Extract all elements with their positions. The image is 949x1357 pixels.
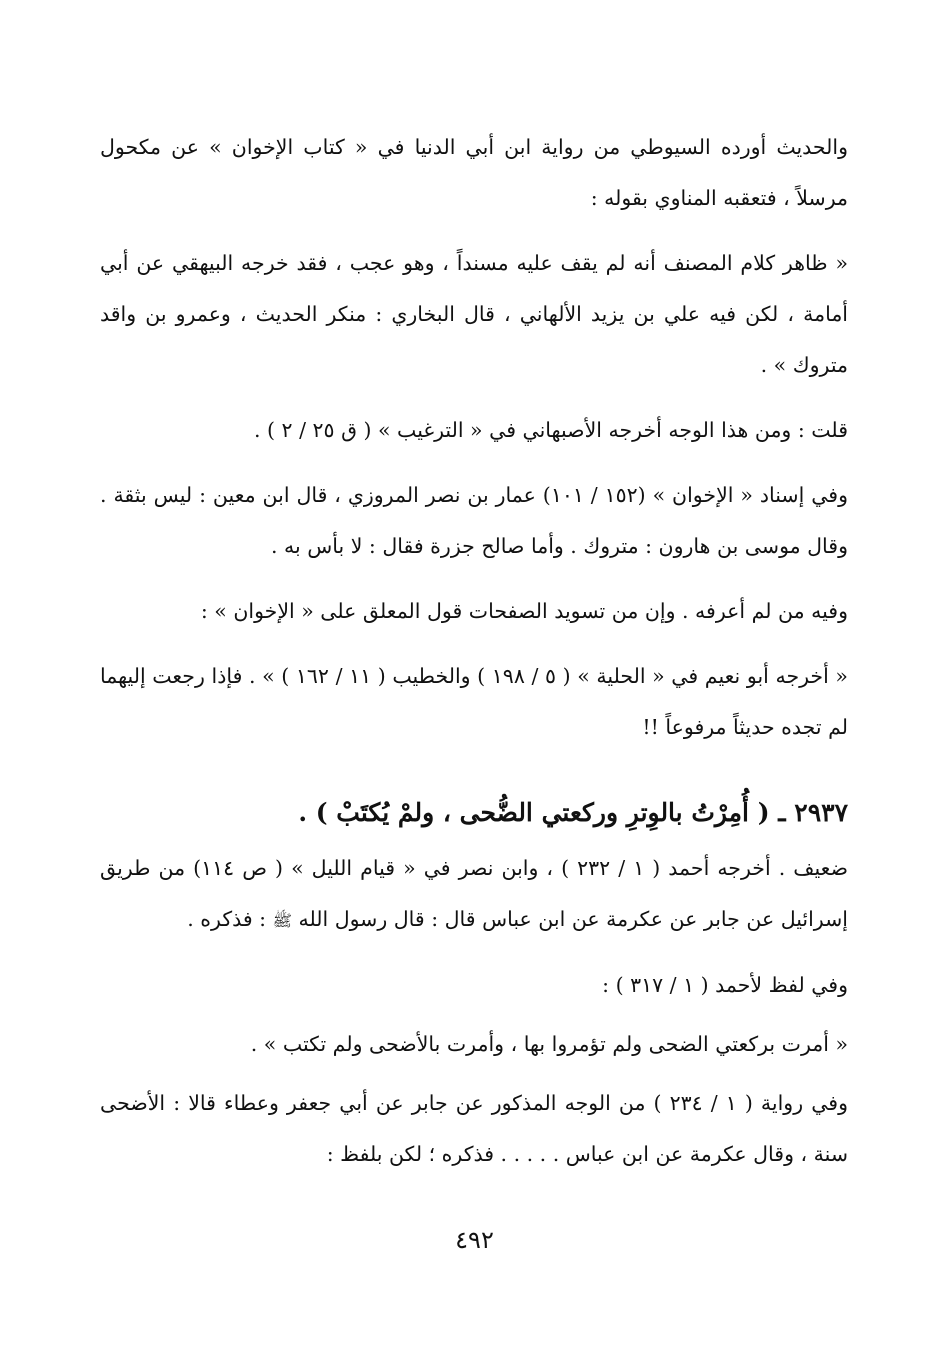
paragraph-7-text: ضعيف . أخرجه أحمد ( ١ / ٢٣٢ ) ، وابن نصر في « قيام الليل » ( ص ١١٤) من طريق إسرائيل عن جابر عن عكرمة عن ابن عباس قال : قال رسول الله xyxy=(100,856,848,931)
paragraph-9-quote: « أمرت بركعتي الضحى ولم تؤمروا بها ، وأمرت بالأضحى ولم تكتب » . xyxy=(250,1032,848,1056)
paragraph-4: وفي إسناد « الإخوان » (١٥٢ / ١٠١) عمار بن نصر المروزي ، قال ابن معين : ليس بثقة . وقال موسى بن هارون : متروك . وأما صالح جزرة فقال : لا بأس به . xyxy=(100,483,848,558)
page-body xyxy=(100,122,848,1194)
paragraph-3: قلت : ومن هذا الوجه أخرجه الأصبهاني في « الترغيب » ( ق ٢٥ / ٢ ) . xyxy=(254,418,848,442)
paragraph-2-quote: « ظاهر كلام المصنف أنه لم يقف عليه مسنداً ، وهو عجب ، فقد خرجه البيهقي عن أبي أمامة ، لكن فيه علي بن يزيد الألهاني ، قال البخاري : منكر الحديث ، وعمرو بن واقد متروك » . xyxy=(100,251,848,377)
paragraph-8: وفي لفظ لأحمد ( ١ / ٣١٧ ) : xyxy=(602,973,848,997)
paragraph-7-end: : فذكره . xyxy=(187,907,267,931)
paragraph-7 xyxy=(100,843,848,946)
paragraph-5: وفيه من لم أعرفه . وإن من تسويد الصفحات قول المعلق على « الإخوان » : xyxy=(200,599,848,623)
page-number: ٤٩٢ xyxy=(455,1226,494,1254)
paragraph-1: والحديث أورده السيوطي من رواية ابن أبي الدنيا في « كتاب الإخوان » عن مكحول مرسلاً ، فتعقبه المناوي بقوله : xyxy=(100,135,848,210)
hadith-heading: ٢٩٣٧ ـ ( أُمِرْتُ بالوِترِ وركعتي الضُّحى ، ولمْ يُكتَبْ ) . xyxy=(298,798,848,827)
paragraph-10: وفي رواية ( ١ / ٢٣٤ ) من الوجه المذكور عن جابر عن أبي جعفر وعطاء قالا : الأضحى سنة ، وقال عكرمة عن ابن عباس . . . . . فذكره ؛ لكن بلفظ : xyxy=(100,1091,848,1166)
paragraph-6: « أخرجه أبو نعيم في « الحلية » ( ٥ / ١٩٨ ) والخطيب ( ١١ / ١٦٢ ) » . فإذا رجعت إليهما لم تجده حديثاً مرفوعاً !! xyxy=(100,664,848,739)
salutation-icon: ﷺ xyxy=(272,911,292,930)
